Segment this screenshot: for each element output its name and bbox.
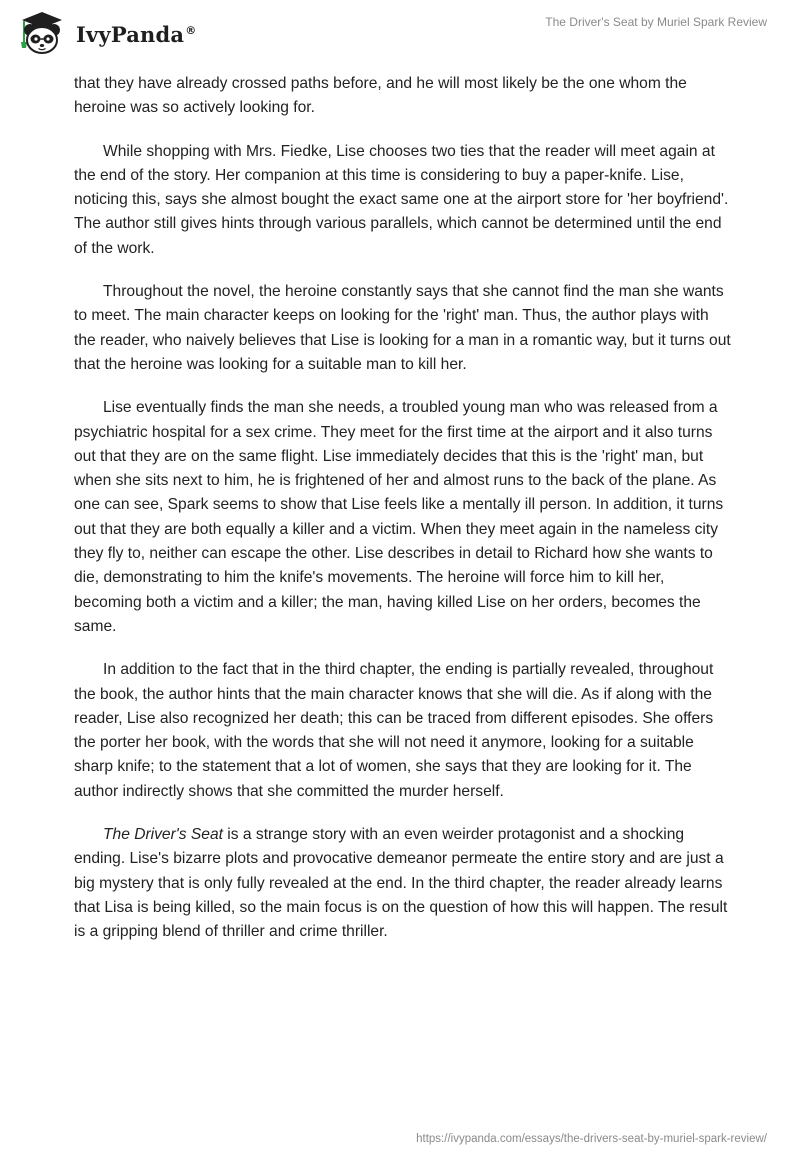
- paragraph-2: While shopping with Mrs. Fiedke, Lise chooses two ties that the reader will meet again at the end of the story. Her companion at this time is considering to buy a paper-knife. Lise, noticing this, says she almost bought the exact same one at the airport store for 'her boyfriend'. The author still gives hints through various parallels, which cannot be determined until the end of the work.: [74, 142, 729, 257]
- paragraph-1: that they have already crossed paths before, and he will most likely be the one whom the heroine was so actively looking for.: [74, 75, 687, 117]
- paragraph-6: [74, 823, 734, 944]
- essay-body: [74, 72, 734, 964]
- paragraph-3: Throughout the novel, the heroine constantly says that she cannot find the man she wants to meet. The main character keeps on looking for the 'right' man. Thus, the author plays with the reader, who naively believes that Lise is looking for a man in a romantic way, but it turns out that the heroine was looking for a suitable man to kill her.: [74, 283, 731, 373]
- ivypanda-logo[interactable]: [14, 8, 196, 58]
- panda-graduate-icon: [14, 8, 70, 58]
- registered-mark: ®: [185, 23, 197, 37]
- book-title: The Driver's Seat: [103, 826, 223, 844]
- paragraph-6-text: is a strange story with an even weirder protagonist and a shocking ending. Lise's bizarre plots and provocative demeanor permeate the entire story and are just a big mystery that is only fully revealed at the end. In the third chapter, the reader already learns that Lisa is being killed, so the main focus is on the question of how this will happen. The result is a gripping blend of thriller and crime thriller.: [74, 826, 728, 941]
- document-title: The Driver's Seat by Muriel Spark Review: [545, 15, 767, 29]
- paragraph-5: In addition to the fact that in the third chapter, the ending is partially revealed, throughout the book, the author hints that the main character knows that she will die. As if along with the reader, Lise also recognized her death; this can be traced from different episodes. She offers the porter her book, with the words that she will not need it anymore, looking for a suitable sharp knife; to the statement that a lot of women, she says that they are looking for it. The author indirectly shows that she committed the murder herself.: [74, 661, 714, 800]
- paragraph-4: Lise eventually finds the man she needs, a troubled young man who was released from a psychiatric hospital for a sex crime. They meet for the first time at the airport and it also turns out that they are on the same flight. Lise immediately decides that this is the 'right' man, but when she sits next to him, he is frightened of her and almost runs to the back of the plane. As one can see, Spark seems to show that Lise feels like a mentally ill person. In addition, it turns out that they are both equally a killer and a victim. When they meet again in the nameless city they fly to, neither can escape the other. Lise describes in detail to Richard how she wants to die, demonstrating to him the knife's movements. The heroine will force him to kill her, becoming both a victim and a killer; the man, having killed Lise on her orders, becomes the same.: [74, 399, 724, 635]
- brand-name: IvyPanda®: [76, 21, 197, 47]
- source-url[interactable]: https://ivypanda.com/essays/the-drivers-seat-by-muriel-spark-review/: [416, 1133, 767, 1145]
- page-header: [0, 0, 800, 70]
